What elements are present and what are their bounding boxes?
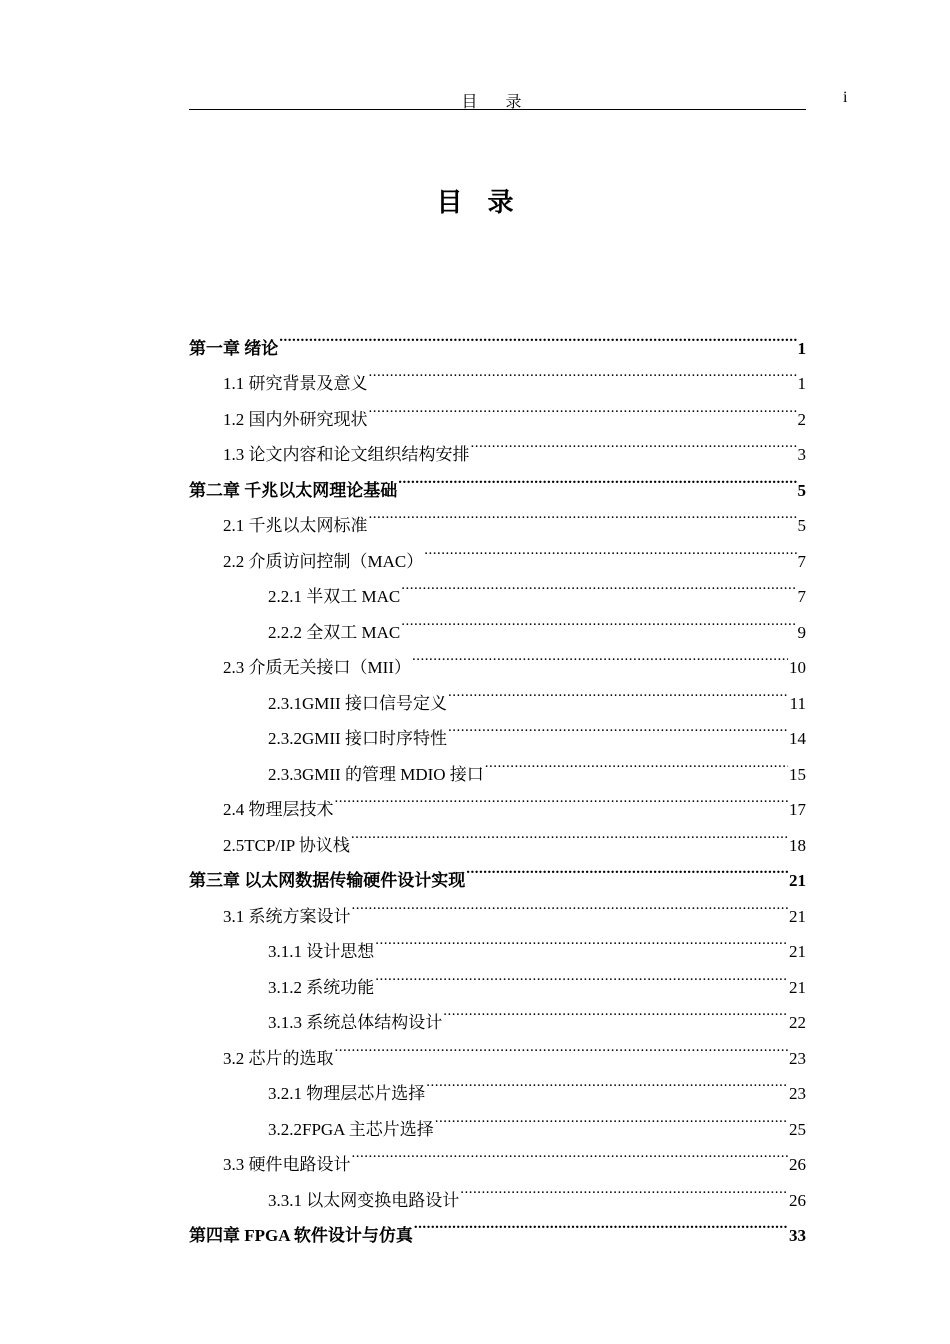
toc-entry-page: 21: [789, 977, 806, 997]
dot-leader: [352, 1135, 789, 1171]
toc-entry-title: 2.3 介质无关接口（MII）: [223, 658, 411, 677]
toc-entry-page: 10: [789, 658, 806, 677]
toc-entry-page: 7: [797, 551, 806, 571]
dot-leader: [401, 602, 796, 638]
toc-entry-title: 2.2.1 半双工 MAC: [268, 587, 401, 606]
running-header-title: 目 录: [461, 94, 534, 111]
dot-leader: [369, 496, 797, 532]
dot-leader: [335, 1028, 789, 1064]
running-header: [189, 89, 806, 110]
toc-title: 目 录: [436, 188, 522, 218]
toc-entry-title: 2.3.1GMII 接口信号定义: [268, 693, 447, 713]
toc-entry-title: 第一章 绪论: [189, 338, 279, 358]
toc-entry-page: 5: [797, 480, 806, 500]
dot-leader: [485, 744, 788, 780]
dot-leader: [471, 425, 797, 461]
dot-leader: [460, 1170, 788, 1206]
toc-entry-page: 2: [797, 409, 806, 429]
dot-leader: [424, 531, 796, 567]
dot-leader: [412, 638, 788, 674]
toc-entry-page: 1: [797, 374, 806, 393]
toc-entry-title: 3.2 芯片的选取: [223, 1048, 334, 1068]
toc-entry-title: 第二章 千兆以太网理论基础: [189, 480, 398, 500]
toc-entry-page: 22: [789, 1013, 806, 1032]
toc-entry-page: 15: [789, 764, 806, 784]
toc-entry-page: 23: [789, 1084, 806, 1103]
toc-entry-title: 3.1.2 系统功能: [268, 977, 375, 997]
toc-entry-title: 第三章 以太网数据传输硬件设计实现: [189, 871, 466, 890]
dot-leader: [466, 851, 788, 887]
dot-leader: [401, 567, 796, 603]
toc-entry-page: 7: [797, 587, 806, 606]
toc-entry-title: 3.1.1 设计思想: [268, 942, 375, 961]
toc-entry-page: 26: [789, 1155, 806, 1174]
toc-entry-title: 2.4 物理层技术: [223, 800, 334, 819]
toc-entry-page: 23: [789, 1048, 806, 1068]
toc-entry-page: 3: [797, 445, 806, 464]
dot-leader: [443, 993, 788, 1029]
toc-entry-title: 3.1 系统方案设计: [223, 906, 351, 926]
toc-entry-title: 1.2 国内外研究现状: [223, 409, 368, 429]
dot-leader: [375, 957, 788, 993]
dot-leader: [398, 460, 796, 496]
toc-entry-title: 3.3.1 以太网变换电路设计: [268, 1190, 460, 1210]
toc-entry-page: 9: [797, 622, 806, 642]
toc-entry-page: 5: [797, 516, 806, 535]
toc-entry-title: 1.3 论文内容和论文组织结构安排: [223, 445, 470, 464]
dot-leader: [448, 709, 788, 745]
dot-leader: [369, 389, 797, 425]
toc-entry-title: 第四章 FPGA 软件设计与仿真: [189, 1226, 413, 1245]
toc-entry-page: 21: [789, 871, 806, 890]
dot-leader: [435, 1099, 788, 1135]
dot-leader: [279, 318, 796, 354]
table-of-contents: [189, 318, 806, 1245]
toc-entry-page: 21: [789, 906, 806, 926]
toc-entry-page: 14: [789, 729, 806, 748]
dot-leader: [448, 673, 789, 709]
toc-entry-title: 1.1 研究背景及意义: [223, 374, 368, 393]
dot-leader: [352, 886, 789, 922]
dot-leader: [335, 780, 789, 816]
toc-entry-page: 26: [789, 1190, 806, 1210]
toc-entry-title: 2.2.2 全双工 MAC: [268, 622, 401, 642]
dot-leader: [375, 922, 788, 958]
page-number: i: [843, 89, 848, 106]
toc-entry-page: 11: [789, 693, 806, 713]
toc-entry-page: 17: [789, 800, 806, 819]
toc-entry-page: 21: [789, 942, 806, 961]
toc-entry-page: 1: [797, 338, 806, 358]
toc-entry[interactable]: [189, 318, 806, 358]
dot-leader: [414, 1206, 788, 1242]
dot-leader: [351, 815, 788, 851]
dot-leader: [426, 1064, 788, 1100]
toc-entry-page: 25: [789, 1119, 806, 1139]
toc-entry-title: 3.1.3 系统总体结构设计: [268, 1013, 443, 1032]
toc-entry-title: 2.3.3GMII 的管理 MDIO 接口: [268, 764, 484, 784]
toc-entry-page: 33: [789, 1226, 806, 1245]
toc-entry-title: 2.3.2GMII 接口时序特性: [268, 729, 447, 748]
toc-entry-title: 2.1 千兆以太网标准: [223, 516, 368, 535]
toc-entry-title: 2.5TCP/IP 协议栈: [223, 835, 350, 855]
toc-entry[interactable]: [189, 354, 806, 393]
toc-entry-page: 18: [789, 835, 806, 855]
toc-entry-title: 3.2.2FPGA 主芯片选择: [268, 1119, 434, 1139]
toc-entry-title: 2.2 介质访问控制（MAC）: [223, 551, 424, 571]
dot-leader: [369, 354, 797, 390]
toc-entry-title: 3.3 硬件电路设计: [223, 1155, 351, 1174]
toc-entry-title: 3.2.1 物理层芯片选择: [268, 1084, 426, 1103]
